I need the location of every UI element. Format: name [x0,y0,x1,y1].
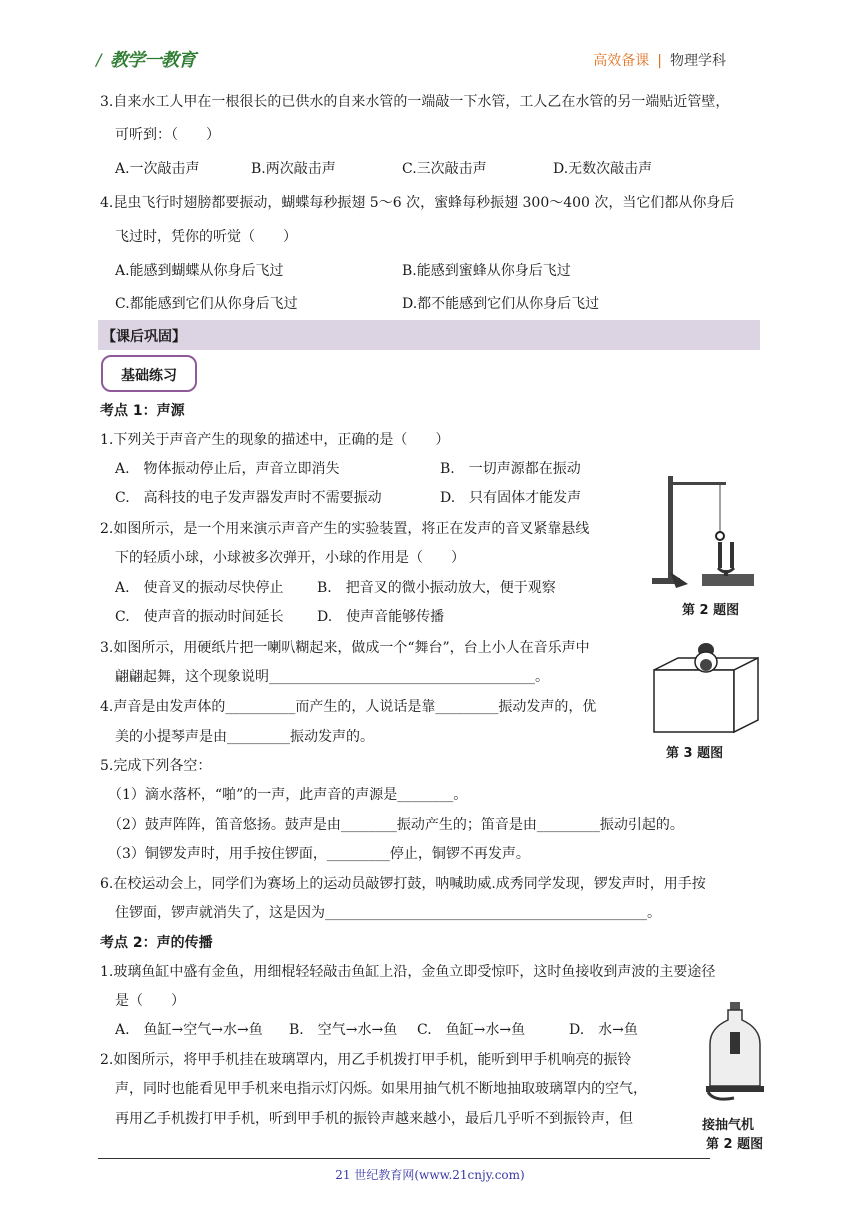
t1-q6-line1: 6.在校运动会上，同学们为赛场上的运动员敲锣打鼓，呐喊助威.成秀同学发现，锣发声时，用手按 [100,876,706,892]
q4-option-a: A.能感到蝴蝶从你身后飞过 [115,263,284,279]
t1-q1-option-c: C. 高科技的电子发声器发声时不需要振动 [115,490,382,506]
q3-line2: 可听到：（ ） [115,127,220,143]
t1-q2-option-d: D. 使声音能够传播 [317,609,445,625]
q3-option-a: A.一次敲击声 [115,161,200,177]
fig3-caption: 第 3 题图 [666,746,724,761]
footer-divider [98,1158,710,1159]
logo-text: 教学一教育 [110,50,195,71]
q3-option-c: C.三次敲击声 [402,161,487,177]
t2-q1-option-a: A. 鱼缸→空气→水→鱼 [115,1022,263,1038]
t2-q1-line1: 1.玻璃鱼缸中盛有金鱼，用细棍轻轻敲击鱼缸上沿，金鱼立即受惊吓，这时鱼接收到声波的主要途径 [100,964,716,980]
t1-q5-sub3: （3）铜锣发声时，用手按住锣面，_________停止，铜锣不再发声。 [108,846,530,862]
q4-option-b: B.能感到蜜蜂从你身后飞过 [402,263,571,279]
q3-line1: 3.自来水工人甲在一根很长的已供水的自来水管的一端敲一下水管，工人乙在水管的另一端贴近管壁， [100,94,730,110]
t1-q2-line2: 下的轻质小球，小球被多次弹开，小球的作用是（ ） [115,550,465,566]
q4-option-d: D.都不能感到它们从你身后飞过 [402,296,600,312]
section-title-bar [98,320,760,350]
basic-practice-text: 基础练习 [121,368,177,384]
header-separator: | [657,53,662,69]
logo-slash-icon: / [96,50,102,69]
topic2-title: 考点 2：声的传播 [100,935,213,951]
t2-q1-option-b: B. 空气→水→鱼 [289,1022,398,1038]
t1-q1-option-b: B. 一切声源都在振动 [440,461,581,477]
t1-q5-sub2: （2）鼓声阵阵，笛音悠扬。鼓声是由________振动产生的；笛音是由_________振动引起的。 [108,817,684,833]
q4-option-c: C.都能感到它们从你身后飞过 [115,296,298,312]
t1-q1-option-a: A. 物体振动停止后，声音立即消失 [115,461,340,477]
t1-q4-line2: 美的小提琴声是由_________振动发声的。 [115,729,374,745]
t2-fig-caption: 第 2 题图 [706,1137,764,1152]
t2-q1-option-d: D. 水→鱼 [569,1022,638,1038]
figure-stage [648,630,764,742]
q3-option-b: B.两次敲击声 [251,161,336,177]
t1-q4-line1: 4.声音是由发声体的__________而产生的，人说话是靠_________振动发声的，优 [100,699,597,715]
topic1-title: 考点 1：声源 [100,403,185,419]
q4-line2: 飞过时，凭你的听觉（ ） [115,229,297,245]
t2-q1-option-c: C. 鱼缸→水→鱼 [417,1022,526,1038]
header-subject [593,50,726,70]
t2-q2-line3: 再用乙手机拨打甲手机，听到甲手机的振铃声越来越小，最后几乎听不到振铃声，但 [115,1111,633,1127]
t1-q2-line1: 2.如图所示，是一个用来演示声音产生的实验装置，将正在发声的音叉紧靠悬线 [100,521,590,537]
basic-practice-label [101,355,197,392]
header-right-a: 高效备课 [593,53,650,69]
q3-option-d: D.无数次敲击声 [553,161,653,177]
t1-q6-line2: 住锣面，锣声就消失了，这是因为______________________________________________。 [115,905,661,921]
t1-q1-stem: 1.下列关于声音产生的现象的描述中，正确的是（ ） [100,432,450,448]
t2-q2-line1: 2.如图所示，将甲手机挂在玻璃罩内，用乙手机拨打甲手机，能听到甲手机响亮的振铃 [100,1052,632,1068]
t1-q5-sub1: （1）滴水落杯，“啪”的一声，此声音的声源是________。 [108,787,468,803]
t1-q2-option-b: B. 把音叉的微小振动放大，便于观察 [317,580,556,596]
t1-q2-option-a: A. 使音叉的振动尽快停止 [115,580,284,596]
t2-q1-line2: 是（ ） [115,993,185,1009]
t1-q5-stem: 5.完成下列各空： [100,758,212,774]
header-right-b: 物理学科 [670,53,726,69]
footer-text: 21 世纪教育网(www.21cnjy.com) [335,1168,525,1182]
t1-q3-line1: 3.如图所示，用硬纸片把一喇叭糊起来，做成一个“舞台”，台上小人在音乐声中 [100,640,590,656]
q4-line1: 4.昆虫飞行时翅膀都要振动，蝴蝶每秒振翅 5～6 次，蜜蜂每秒振翅 300～400 次，当它们都从你身后 [100,195,735,211]
t2-q2-line2: 声，同时也能看见甲手机来电指示灯闪烁。如果用抽气机不断地抽取玻璃罩内的空气， [115,1081,647,1097]
fig-pump-label: 接抽气机 [702,1118,755,1133]
section-title: 【课后巩固】 [102,329,186,345]
t1-q1-option-d: D. 只有固体才能发声 [440,490,582,506]
fig2-caption: 第 2 题图 [682,603,740,618]
t1-q3-line2: 翩翩起舞，这个现象说明______________________________________。 [115,669,549,685]
header-logo [96,46,226,72]
figure-bell-jar [704,1000,766,1104]
t1-q2-option-c: C. 使声音的振动时间延长 [115,609,284,625]
